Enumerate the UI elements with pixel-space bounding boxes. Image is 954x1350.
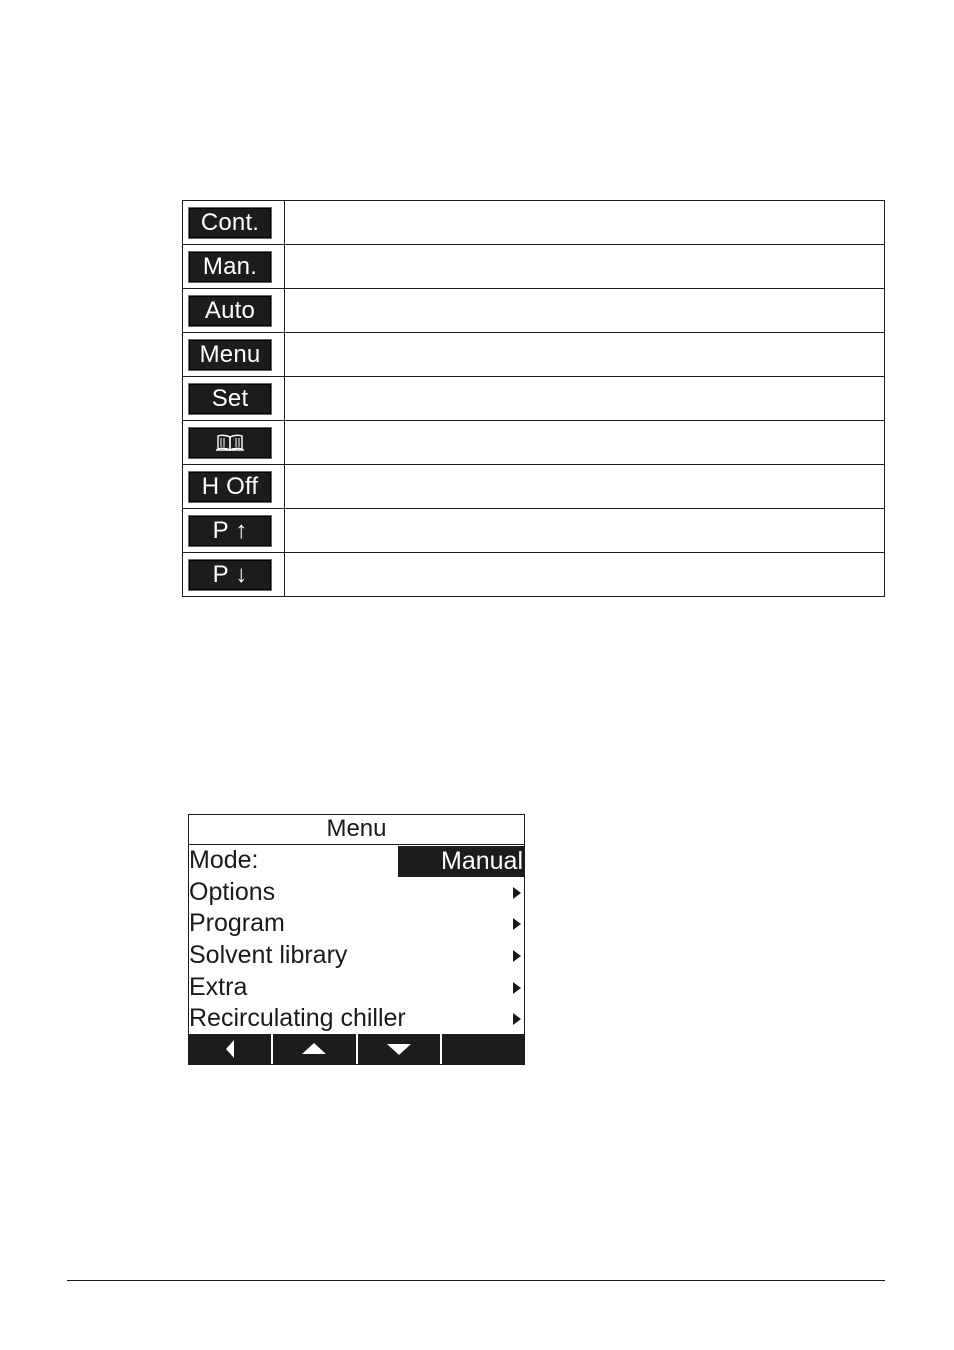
p-down-key-button[interactable]: P ↓ — [188, 559, 272, 591]
menu-item-label: Extra — [189, 972, 248, 1001]
auto-key-button[interactable]: Auto — [188, 295, 272, 327]
man-key-button[interactable]: Man. — [188, 251, 272, 283]
menu-item-label: Solvent library — [189, 941, 348, 970]
key-row-menu — [183, 332, 884, 376]
key-description — [285, 201, 884, 244]
menu-item-label: Mode: — [189, 846, 259, 874]
key-legend-table — [182, 200, 885, 597]
menu-item-mode[interactable] — [189, 845, 524, 877]
menu-item-recirculating-chiller[interactable] — [189, 1003, 524, 1035]
key-row-set — [183, 376, 884, 420]
menu-item-label: Options — [189, 877, 276, 906]
down-arrow-icon — [387, 1043, 411, 1055]
key-description — [285, 245, 884, 288]
submenu-arrow-icon — [513, 918, 521, 930]
key-row-cont — [183, 201, 884, 244]
h-off-key-button[interactable]: H Off — [188, 471, 272, 503]
book-key-button[interactable] — [188, 427, 272, 459]
key-description — [285, 465, 884, 508]
key-description — [285, 289, 884, 332]
back-arrow-icon — [224, 1040, 236, 1058]
menu-item-label: Recirculating chiller — [189, 1004, 406, 1033]
key-row-book — [183, 420, 884, 464]
submenu-arrow-icon — [513, 982, 521, 994]
key-row-p-down — [183, 552, 884, 596]
key-row-h-off — [183, 464, 884, 508]
book-icon — [215, 433, 245, 453]
key-description — [285, 553, 884, 596]
up-arrow-icon — [302, 1043, 326, 1055]
key-description — [285, 421, 884, 464]
key-description — [285, 333, 884, 376]
submenu-arrow-icon — [513, 1013, 521, 1025]
softkey-bar — [189, 1034, 524, 1064]
submenu-arrow-icon — [513, 950, 521, 962]
key-description — [285, 509, 884, 552]
key-row-man — [183, 244, 884, 288]
key-description — [285, 377, 884, 420]
menu-item-extra[interactable] — [189, 972, 524, 1004]
softkey-back[interactable] — [189, 1034, 273, 1064]
mode-value: Manual — [398, 846, 524, 877]
set-key-button[interactable]: Set — [188, 383, 272, 415]
p-up-key-button[interactable]: P ↑ — [188, 515, 272, 547]
menu-display-screen — [188, 814, 525, 1065]
menu-item-options[interactable] — [189, 877, 524, 909]
footer-rule — [67, 1280, 885, 1281]
screen-title: Menu — [189, 815, 524, 845]
cont-key-button[interactable]: Cont. — [188, 207, 272, 239]
menu-item-solvent-library[interactable] — [189, 940, 524, 972]
menu-item-program[interactable] — [189, 908, 524, 940]
softkey-up[interactable] — [273, 1034, 357, 1064]
softkey-empty[interactable] — [442, 1034, 524, 1064]
softkey-down[interactable] — [358, 1034, 442, 1064]
menu-item-label: Program — [189, 909, 285, 938]
menu-key-button[interactable]: Menu — [188, 339, 272, 371]
submenu-arrow-icon — [513, 887, 521, 899]
key-row-auto — [183, 288, 884, 332]
key-row-p-up — [183, 508, 884, 552]
